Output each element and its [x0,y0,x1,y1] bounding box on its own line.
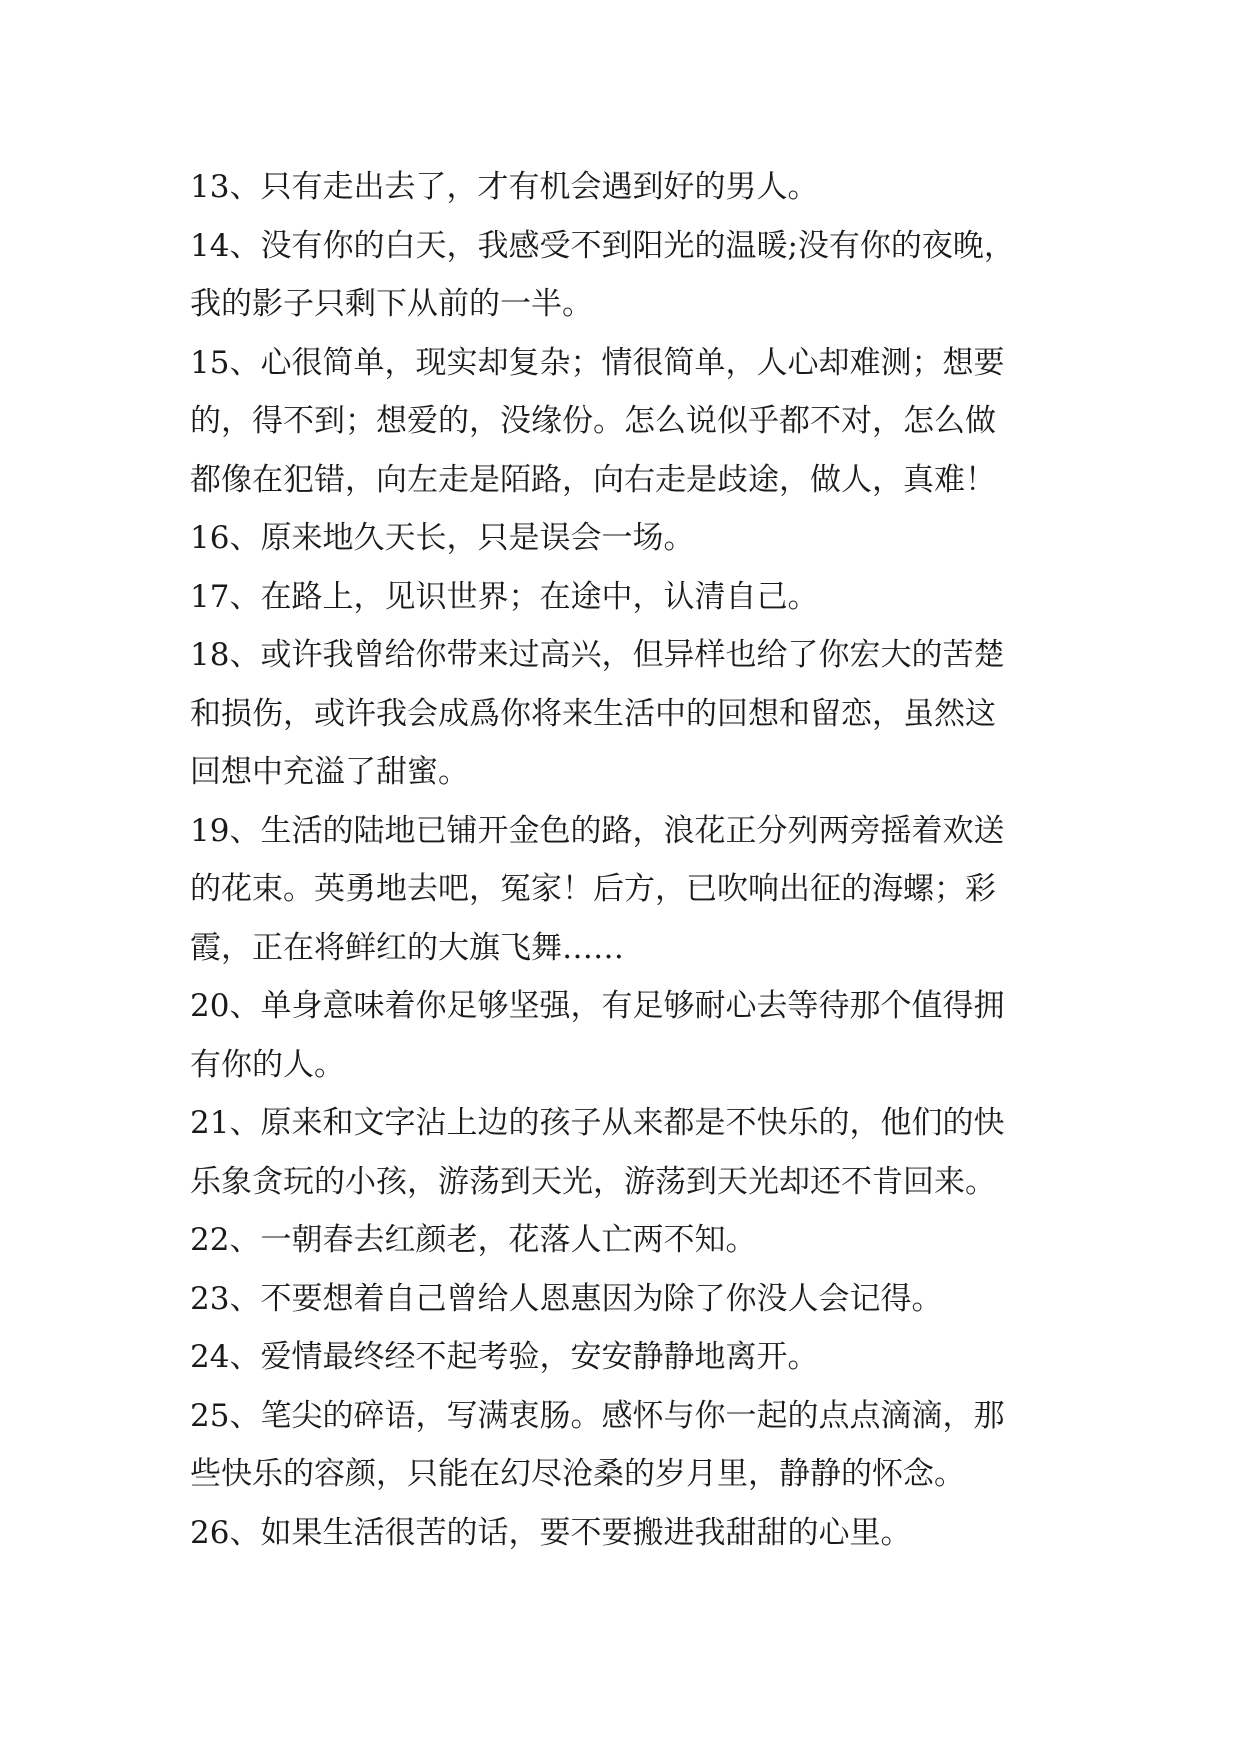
text-line: 21、原来和文字沾上边的孩子从来都是不快乐的，他们的快 [190,1105,1005,1141]
text-line: 26、如果生活很苦的话，要不要搬进我甜甜的心里。 [190,1514,912,1551]
document-body [190,158,1070,1562]
text-line: 的，得不到；想爱的，没缘份。怎么说似乎都不对，怎么做 [190,403,996,439]
text-line: 22、一朝春去红颜老，花落人亡两不知。 [190,1222,757,1258]
text-line: 我的影子只剩下从前的一半。 [190,286,593,322]
text-line: 17、在路上，见识世界；在途中，认清自己。 [190,578,819,615]
text-line: 24、爱情最终经不起考验，安安静静地离开。 [190,1339,819,1375]
text-line: 18、或许我曾给你带来过高兴，但异样也给了你宏大的苦楚 [190,637,1005,673]
text-line: 14、没有你的白天，我感受不到阳光的温暖;没有你的夜晚， [190,227,1015,264]
text-line: 和损伤，或许我会成爲你将来生活中的回想和留恋，虽然这 [190,695,996,732]
text-line: 些快乐的容颜，只能在幻尽沧桑的岁月里，静静的怀念。 [190,1456,965,1492]
text-line: 有你的人。 [190,1046,345,1083]
text-line: 16、原来地久天长，只是误会一场。 [190,520,695,556]
text-line: 回想中充溢了甜蜜。 [190,754,469,790]
text-line: 25、笔尖的碎语，写满衷肠。感怀与你一起的点点滴滴，那 [190,1397,1005,1434]
text-line: 霞，正在将鲜红的大旗飞舞…… [190,929,624,966]
text-line: 23、不要想着自己曾给人恩惠因为除了你没人会记得。 [190,1280,943,1317]
text-line: 乐象贪玩的小孩，游荡到天光，游荡到天光却还不肯回来。 [190,1163,996,1200]
text-line: 19、生活的陆地已铺开金色的路，浪花正分列两旁摇着欢送 [190,812,1005,849]
text-line: 的花束。英勇地去吧，冤家！后方，已吹响出征的海螺；彩 [190,871,996,907]
text-line: 13、只有走出去了，才有机会遇到好的男人。 [190,169,819,205]
text-line: 20、单身意味着你足够坚强，有足够耐心去等待那个值得拥 [190,988,1005,1024]
text-line: 15、心很简单，现实却复杂；情很简单，人心却难测；想要 [190,344,1005,381]
text-line: 都像在犯错，向左走是陌路，向右走是歧途，做人，真难！ [190,461,996,498]
